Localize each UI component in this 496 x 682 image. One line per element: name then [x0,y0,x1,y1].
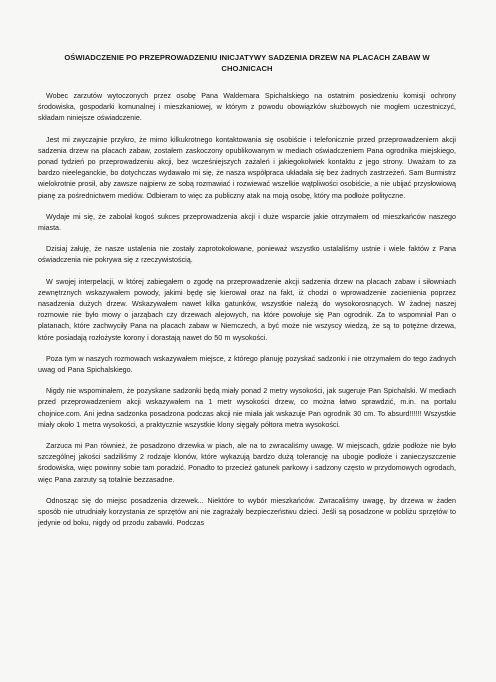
paragraph-seedlings-source: Poza tym w naszych rozmowach wskazywałem miejsce, z którego planuję pozyskać sadzonki i nie otrzymałem do tego żadnych uwag od Pana Spichalskiego. [38,354,456,375]
document-body [38,52,456,540]
paragraph-interpellation: W swojej interpelacji, w której zabiegałem o zgodę na przeprowadzenie akcji sadzenia drzew na placach zabaw i siłowniach zewnętrznych wskazywałem powody, jakimi będę się kierował oraz na fakt, iż chodzi o wprowadzenie zacienienia poprzez nasadzenia dużych drzew. Wskazywałem nawet kilka gatunków, wszystkie należą do wysokorosnących. W żadnej naszej rozmowie nie było mowy o jarząbach czy drzewach alejowych, na które powołuje się Pan ogrodnik. Za to wspomniał Pan o platanach, które zachwyciły Pana na placach zabaw w Niemczech, a być może nie wszyscy wiedzą, że są to potężne drzewa, które posiadają rozłożyste korony i dorastają nawet do 50 m wysokości. [38,277,456,342]
paragraph-regret: Dzisiaj żałuję, że nasze ustalenia nie zostały zaprotokołowane, ponieważ wszystko ustalaliśmy ustnie i wiele faktów z Pana oświadczenia nie pokrywa się z rzeczywistością. [38,245,456,265]
paragraph-success: Wydaje mi się, że zabolał kogoś sukces przeprowadzenia akcji i duże wsparcie jakie otrzymałem od mieszkańców naszego miasta. [38,212,456,233]
paragraph-soil: Zarzuca mi Pan również, że posadzono drzewka w piach, ale na to zwracaliśmy uwagę. W miejscach, gdzie podłoże nie było szczególnej jakości sadziliśmy 2 rodzaje klonów, które wykazują bardzo dużą tolerancję na ubogie podłoże i zanieczyszczenie środowiska, więc powinny sobie tam poradzić. Ponadto to przecież gatunek parkowy i sadzony często w przydomowych ogrodach, więc Pana zarzuty są totalnie bezzasadne. [38,442,456,484]
paragraph-seedling-height: Nigdy nie wspominałem, że pozyskane sadzonki będą miały ponad 2 metry wysokości, jak sugeruje Pan Spichalski. W mediach przed przeprowadzeniem akcji wskazywałem na 1 metr wysokości drzew, co można łatwo sprawdzić, m.in. na portalu chojnice.com. Ani jedna sadzonka posadzona podczas akcji nie miała jak wskazuje Pan ogrodnik 30 cm. To absurd!!!!!! Wszystkie miały około 1 metra wysokości, a praktycznie wszystkie klony sięgały półtora metra wysokości. [38,387,456,429]
paragraph-contact: Jest mi zwyczajnie przykro, że mimo kilkukrotnego kontaktowania się osobiście i telefonicznie przed przeprowadzeniem akcji sadzenia drzew na placach zabaw, zostałem zaskoczony opublikowanym w mediach oświadczeniem Pana ogrodnika miejskiego, ponad tydzień po przeprowadzeniu akcji, bez wcześniejszych zażaleń i jakiegokolwiek kontaktu z jego strony. Uważam to za bardzo nieeleganckie, bo dotychczas wydawało mi się, że nasza współpraca układała się bez żadnych zastrzeżeń. Sam Burmistrz wielokrotnie prosił, aby zawsze najpierw ze sobą rozmawiać i rozwiewać wszelkie wątpliwości osobiście, a nie ubijać przysłowiową pianę za pośrednictwem mediów. Odbieram to więc za publiczny atak na moją osobę, który ma podłoże polityczne. [38,135,456,200]
document-title: OŚWIADCZENIE PO PRZEPROWADZENIU INICJATYWY SADZENIA DRZEW NA PLACACH ZABAW W CHOJNICACH [64,53,430,73]
paragraph-intro: Wobec zarzutów wytoczonych przez osobę Pana Waldemara Spichalskiego na ostatnim posiedzeniu komisji ochrony środowiska, gospodarki komunalnej i mieszkaniowej, w którym z powodu obowiązków służbowych nie mogłem uczestniczyć, składam niniejsze oświadczenie. [38,92,456,123]
paragraph-planting-locations: Odnosząc się do miejsc posadzenia drzewek... Niektóre to wybór mieszkańców. Zwracaliśmy uwagę, by drzewa w żaden sposób nie utrudniały korzystania ze sprzętów ani nie zagrażały bezpieczeństwu dzieci. Jeśli są posadzone w pobliżu sprzętów to jedynie od boku, nigdy od przodu zabawki. Podczas [38,496,456,528]
